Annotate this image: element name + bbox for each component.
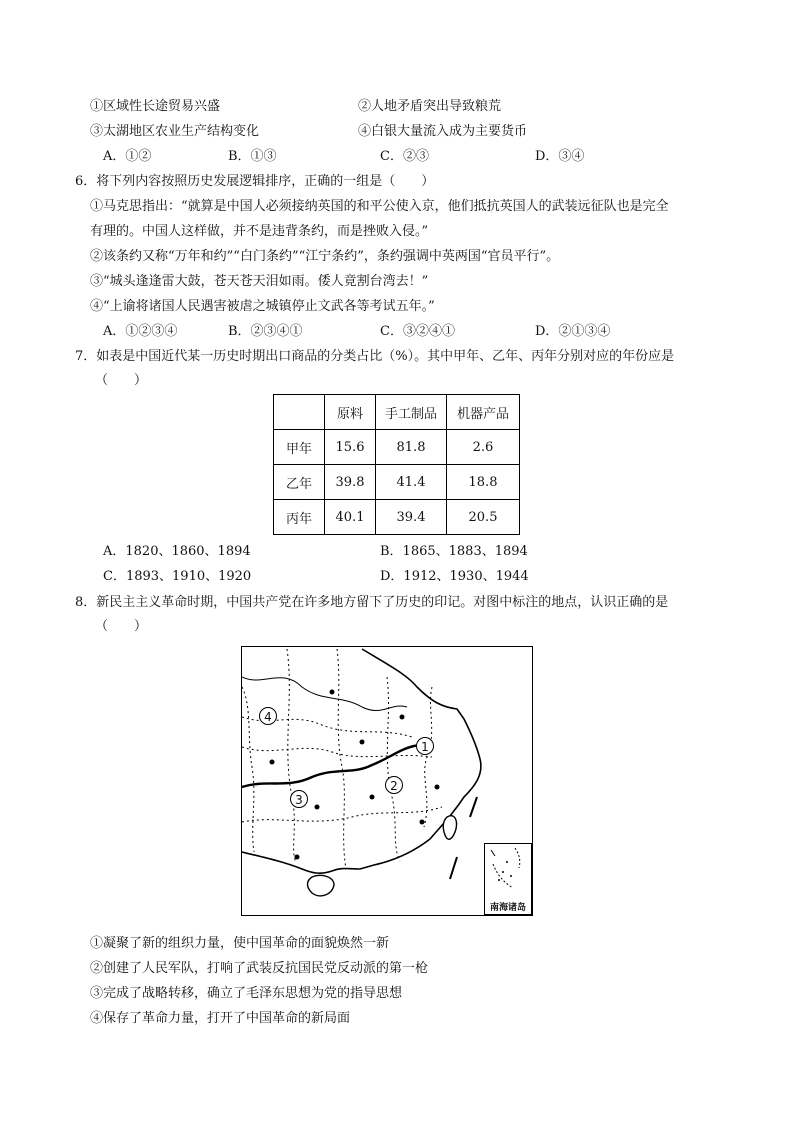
q8-option-2: ②创建了人民军队，打响了武装反抗国民党反动派的第一枪 [90, 961, 429, 976]
table-cell: 20.5 [447, 500, 520, 535]
china-map [241, 646, 533, 916]
q5-option-2: ②人地矛盾突出导致粮荒 [358, 99, 502, 114]
table-cell: 甲年 [274, 430, 325, 465]
q8-option-1: ①凝聚了新的组织力量，使中国革命的面貌焕然一新 [90, 936, 390, 951]
table-header-cell: 机器产品 [447, 395, 520, 430]
q7-paren: （ ） [95, 373, 148, 388]
table-cell: 丙年 [274, 500, 325, 535]
inset-islands [485, 844, 531, 900]
q7-choice-c: C．1893、1910、1920 [103, 569, 252, 584]
south-china-sea-inset [484, 843, 532, 915]
map-marker-3: 3 [290, 790, 308, 808]
q6-item-1: ①马克思指出：“就算是中国人必须接纳英国的和平公使入京，他们抵抗英国人的武装远征队也是完全 [90, 199, 669, 214]
q5-option-1: ①区域性长途贸易兴盛 [90, 99, 221, 114]
q6-choice-b: B．②③④① [228, 324, 303, 339]
map-marker-4: 4 [259, 707, 277, 725]
map-marker-2: 2 [385, 776, 403, 794]
q5-option-3: ③太湖地区农业生产结构变化 [90, 124, 260, 139]
table-cell: 81.8 [376, 430, 447, 465]
q6-choice-a: A．①②③④ [103, 324, 178, 339]
q5-choice-b: B．①③ [228, 149, 277, 164]
q5-choice-c: C．②③ [380, 149, 429, 164]
table-header-cell: 手工制品 [376, 395, 447, 430]
q6-item-2: ②该条约又称“万年和约”“白门条约”“江宁条约”，条约强调中英两国“官员平行”。 [90, 249, 560, 264]
table-cell: 40.1 [325, 500, 376, 535]
q5-choice-a: A．①② [103, 149, 152, 164]
table-row [274, 430, 520, 465]
table-cell: 39.8 [325, 465, 376, 500]
q7-stem: 7．如表是中国近代某一历史时期出口商品的分类占比（%）。其中甲年、乙年、丙年分别对应的年份应是 [75, 349, 675, 364]
q6-choice-c: C．③②④① [380, 324, 455, 339]
q7-choice-b: B．1865、1883、1894 [380, 544, 528, 559]
q7-choice-d: D．1912、1930、1944 [380, 569, 529, 584]
q6-item-4: ④“上谕将诸国人民遇害被虐之城镇停止文武各等考试五年。” [90, 299, 435, 314]
q6-item-1-cont: 有理的。中国人这样做，并不是违背条约，而是挫败入侵。” [90, 224, 429, 239]
map-marker-1: 1 [416, 737, 434, 755]
q6-choice-d: D．②①③④ [535, 324, 611, 339]
table-cell: 39.4 [376, 500, 447, 535]
q6-item-3: ③“城头逢逢雷大鼓，苍天苍天泪如雨。倭人竟割台湾去！” [90, 274, 429, 289]
table-cell: 乙年 [274, 465, 325, 500]
table-header-row [274, 395, 520, 430]
q6-stem: 6．将下列内容按照历史发展逻辑排序，正确的一组是（ ） [75, 174, 435, 189]
table-cell: 41.4 [376, 465, 447, 500]
q8-paren: （ ） [95, 619, 148, 634]
q5-option-4: ④白银大量流入成为主要货币 [358, 124, 528, 139]
inset-label: 南海诸岛 [489, 903, 526, 913]
q8-option-3: ③完成了战略转移，确立了毛泽东思想为党的指导思想 [90, 986, 403, 1001]
q7-choice-a: A．1820、1860、1894 [103, 544, 251, 559]
table-cell: 2.6 [447, 430, 520, 465]
table-header-cell: 原料 [325, 395, 376, 430]
table-row [274, 500, 520, 535]
export-share-table [273, 394, 520, 535]
table-row [274, 465, 520, 500]
q5-choice-d: D．③④ [535, 149, 585, 164]
q8-stem: 8．新民主主义革命时期，中国共产党在许多地方留下了历史的印记。对图中标注的地点，认识正确的是 [75, 595, 669, 610]
table-header-cell [274, 395, 325, 430]
table-cell: 15.6 [325, 430, 376, 465]
q8-option-4: ④保存了革命力量，打开了中国革命的新局面 [90, 1011, 351, 1026]
table-cell: 18.8 [447, 465, 520, 500]
